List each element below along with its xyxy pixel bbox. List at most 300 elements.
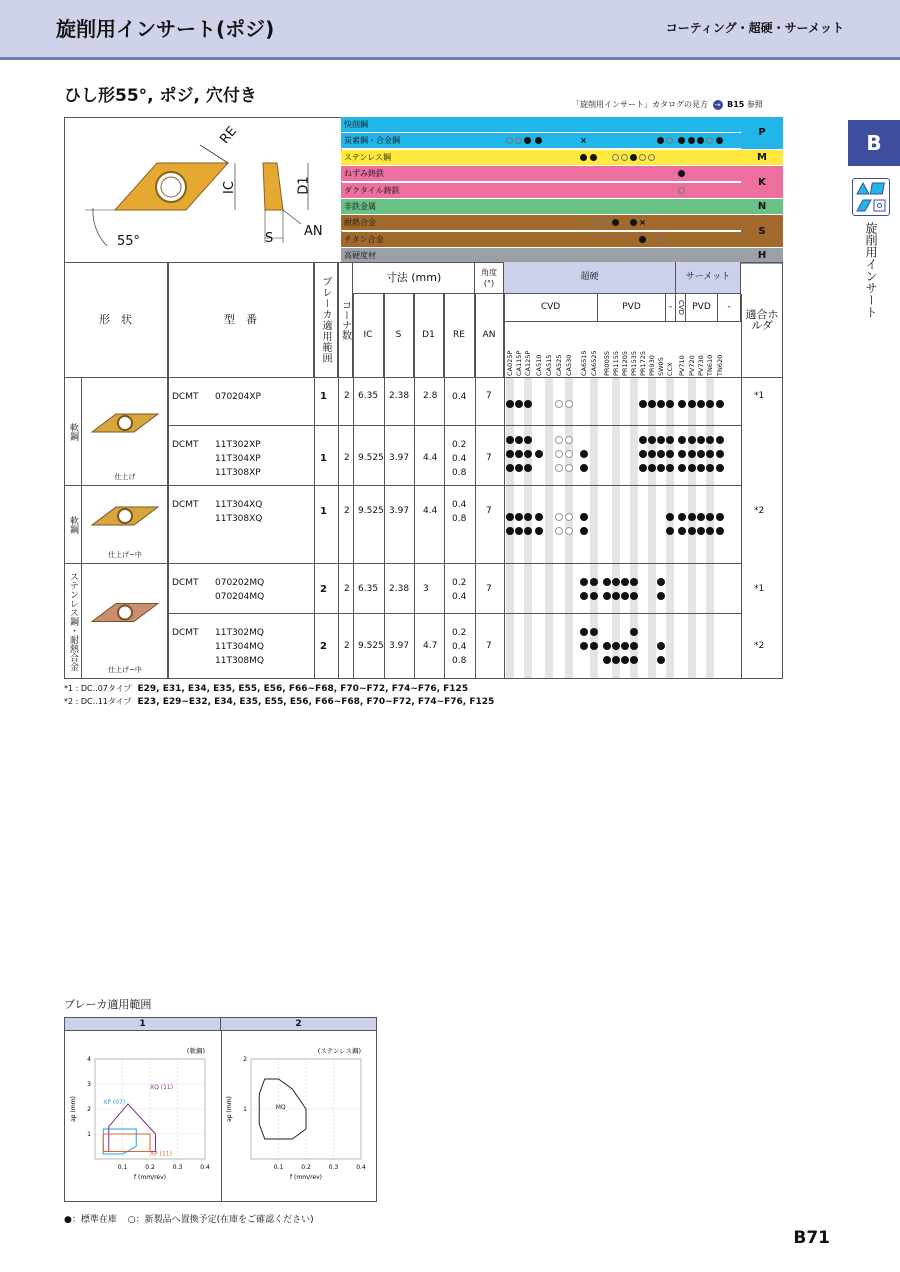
- footnote-2: [64, 696, 494, 707]
- material-row: ステンレス鋼: [341, 150, 741, 166]
- material-row: 高硬度材: [341, 248, 741, 264]
- standard-stock-dot: [590, 578, 598, 586]
- model-prefix: DCMT: [172, 628, 199, 638]
- grade-label: TN620: [716, 354, 724, 376]
- header-breaker: ブレーカ適用範囲: [314, 262, 338, 378]
- standard-stock-dot: [580, 592, 588, 600]
- usable-mark: [678, 187, 685, 194]
- model-prefix: DCMT: [172, 440, 199, 450]
- y-tick-label: 2: [243, 1056, 247, 1063]
- insert-photo: [82, 486, 168, 564]
- cell-re: 0.2: [452, 628, 467, 638]
- cell-corners: 2: [344, 506, 350, 516]
- standard-stock-dot: [639, 400, 647, 408]
- standard-stock-dot: [603, 578, 611, 586]
- model-code: 11T308MQ: [215, 656, 264, 666]
- footnote-1-text: E29, E31, E34, E35, E55, E56, F66~F68, F70~F72, F74~F76, F125: [137, 684, 469, 694]
- standard-stock-dot: [524, 464, 532, 472]
- cell-s: 3.97: [389, 506, 410, 516]
- cell-an: 7: [486, 641, 492, 651]
- model-code: 11T308XP: [215, 468, 261, 478]
- group-material-label: 軟鋼: [64, 378, 82, 486]
- model-code: 070202MQ: [215, 578, 265, 588]
- header-model: 型 番: [168, 262, 314, 378]
- standard-stock-dot: [716, 464, 724, 472]
- model-code: 070204MQ: [215, 592, 265, 602]
- cell-re: 0.4: [452, 392, 467, 402]
- cell-corners: 2: [344, 641, 350, 651]
- standard-stock-dot: [678, 527, 686, 535]
- cell-ic: 6.35: [358, 391, 379, 401]
- cell-s: 2.38: [389, 584, 410, 594]
- standard-stock-dot: [678, 400, 686, 408]
- series-outline: [103, 1134, 150, 1152]
- standard-stock-dot: [688, 464, 696, 472]
- model-code: 11T304XQ: [215, 500, 263, 510]
- standard-stock-dot: [666, 464, 674, 472]
- grade-label: PV710: [678, 355, 686, 376]
- iso-code-M: M: [741, 150, 783, 166]
- standard-stock-dot: [706, 527, 714, 535]
- group-material-label: 軟鋼: [64, 486, 82, 564]
- model-code: 11T304MQ: [215, 642, 264, 652]
- x-tick-label: 0.2: [301, 1164, 311, 1171]
- standard-stock-dot: [580, 642, 588, 650]
- series-outline: [103, 1129, 136, 1154]
- standard-stock-dot: [580, 464, 588, 472]
- y-tick-label: 4: [87, 1056, 91, 1063]
- footnote-2-label: *2 : DC..11タイプ: [64, 697, 132, 706]
- insert-photo: [82, 378, 168, 486]
- standard-stock-dot: [639, 450, 647, 458]
- model-prefix: DCMT: [172, 392, 199, 402]
- table-column-line: [504, 294, 505, 679]
- grade-label: CA025P: [506, 350, 514, 376]
- cell-breaker: 1: [320, 506, 327, 517]
- standard-stock-dot: [590, 592, 598, 600]
- standard-stock-dot: [506, 513, 514, 521]
- material-row: 耐熱合金: [341, 215, 741, 231]
- legend-new: ○：新製品へ置換予定(在庫をご確認ください): [127, 1215, 314, 1225]
- standard-stock-dot: [716, 513, 724, 521]
- catalog-ref-suffix: 参照: [746, 100, 763, 109]
- section-title: ひし形55°, ポジ, 穴付き: [64, 86, 257, 106]
- grade-label: CA515: [545, 354, 553, 376]
- model-prefix: DCMT: [172, 578, 199, 588]
- grade-label: PR1205: [621, 351, 629, 376]
- breaker-chart-2: [221, 1031, 375, 1201]
- standard-stock-dot: [524, 513, 532, 521]
- material-row: 非鉄金属: [341, 199, 741, 215]
- cell-corners: 2: [344, 391, 350, 401]
- grade-label: CA6525: [590, 350, 598, 376]
- standard-stock-dot: [706, 450, 714, 458]
- cell-d1: 4.4: [423, 506, 438, 516]
- label-ic: IC: [221, 181, 237, 194]
- standard-stock-dot: [612, 578, 620, 586]
- header-pvd-cermet: PVD: [686, 294, 718, 322]
- standard-stock-dot: [688, 400, 696, 408]
- cell-re: 0.4: [452, 454, 467, 464]
- header-dims: 寸法 (mm): [353, 262, 475, 294]
- cell-an: 7: [486, 391, 492, 401]
- grade-label: PR930: [648, 355, 656, 376]
- standard-stock-dot: [688, 450, 696, 458]
- replacement-planned-dot: [565, 400, 573, 408]
- standard-stock-dot: [590, 628, 598, 636]
- standard-stock-dot: [688, 527, 696, 535]
- label-d1: D1: [296, 176, 312, 195]
- replacement-planned-dot: [555, 513, 563, 521]
- x-axis-label: f (mm/rev): [134, 1174, 166, 1181]
- header-cvd: CVD: [504, 294, 598, 322]
- standard-stock-dot: [506, 527, 514, 535]
- standard-stock-dot: [535, 527, 543, 535]
- standard-stock-dot: [657, 450, 665, 458]
- replacement-planned-dot: [555, 436, 563, 444]
- standard-stock-dot: [603, 592, 611, 600]
- cell-re: 0.8: [452, 656, 467, 666]
- x-tick-label: 0.4: [356, 1164, 366, 1171]
- standard-stock-dot: [697, 527, 705, 535]
- standard-stock-dot: [678, 464, 686, 472]
- standard-stock-dot: [621, 656, 629, 664]
- footnote-1-label: *1 : DC..07タイプ: [64, 684, 132, 693]
- breaker-caption: 仕上げ~中: [108, 551, 142, 559]
- dim-header-an: AN: [475, 294, 504, 378]
- standard-stock-dot: [648, 436, 656, 444]
- standard-stock-dot: [678, 450, 686, 458]
- x-axis-label: f (mm/rev): [290, 1174, 322, 1181]
- cell-d1: 4.4: [423, 453, 438, 463]
- table-column-line: [353, 294, 354, 679]
- cell-breaker: 1: [320, 453, 327, 464]
- header-angle: 角度 (°): [475, 262, 504, 294]
- side-tab-label: 旋削用インサート: [864, 222, 878, 318]
- standard-stock-dot: [678, 436, 686, 444]
- standard-stock-dot: [657, 656, 665, 664]
- breaker-col-2: 2: [221, 1018, 376, 1031]
- standard-stock-dot: [697, 400, 705, 408]
- table-column-line: [444, 294, 445, 679]
- standard-stock-dot: [666, 400, 674, 408]
- suitable-mark: [639, 236, 646, 243]
- x-tick-label: 0.3: [172, 1164, 183, 1171]
- standard-stock-dot: [697, 436, 705, 444]
- standard-stock-dot: [657, 400, 665, 408]
- cell-breaker: 2: [320, 584, 327, 595]
- model-code: 070204XP: [215, 392, 261, 402]
- breaker-section-title: ブレーカ適用範囲: [64, 998, 152, 1011]
- y-tick-label: 1: [243, 1106, 247, 1113]
- y-axis-label: ap (mm): [70, 1096, 77, 1122]
- cell-breaker: 1: [320, 391, 327, 402]
- table-column-line: [741, 294, 742, 679]
- usable-mark: [639, 154, 646, 161]
- standard-stock-dot: [515, 450, 523, 458]
- grade-label: CA510: [535, 354, 543, 376]
- series-outline: [109, 1104, 156, 1152]
- standard-stock-dot: [716, 450, 724, 458]
- standard-stock-dot: [657, 578, 665, 586]
- model-prefix: DCMT: [172, 500, 199, 510]
- x-tick-label: 0.2: [145, 1164, 155, 1171]
- standard-stock-dot: [657, 464, 665, 472]
- series-label: MQ: [275, 1104, 286, 1111]
- replacement-planned-dot: [565, 527, 573, 535]
- cell-s: 3.97: [389, 453, 410, 463]
- standard-stock-dot: [657, 642, 665, 650]
- breaker-caption: 仕上げ: [114, 473, 136, 481]
- header-shape: 形 状: [64, 262, 168, 378]
- usable-mark: [648, 154, 655, 161]
- standard-stock-dot: [666, 527, 674, 535]
- usable-mark: [612, 154, 619, 161]
- grade-label: CA125P: [524, 350, 532, 376]
- table-column-line: [475, 294, 476, 679]
- header-cvd-cermet: CVD: [676, 294, 686, 322]
- cell-d1: 2.8: [423, 391, 438, 401]
- standard-stock-dot: [535, 513, 543, 521]
- standard-stock-dot: [515, 513, 523, 521]
- series-label: XP (11): [150, 1150, 172, 1158]
- header-pvd: PVD: [598, 294, 666, 322]
- standard-stock-dot: [657, 436, 665, 444]
- grade-label: PR005S: [603, 351, 611, 376]
- cell-s: 3.97: [389, 641, 410, 651]
- header-dash-cermet: -: [718, 294, 741, 322]
- page-title: 旋削用インサート(ポジ): [56, 17, 275, 41]
- standard-stock-dot: [630, 592, 638, 600]
- replacement-planned-dot: [565, 436, 573, 444]
- table-column-line: [384, 294, 385, 679]
- replacement-planned-dot: [555, 400, 563, 408]
- insert-shapes-icon: [852, 178, 890, 216]
- grade-label: PV730: [697, 355, 705, 376]
- standard-stock-dot: [716, 527, 724, 535]
- chart-material: (ステンレス鋼): [317, 1047, 361, 1055]
- header-cermet: サーメット: [676, 262, 741, 294]
- material-row: 快削鋼: [341, 117, 741, 133]
- series-label: XQ (11): [150, 1084, 174, 1091]
- cell-re: 0.8: [452, 468, 467, 478]
- standard-stock-dot: [697, 513, 705, 521]
- suitable-mark: [580, 154, 587, 161]
- replacement-planned-dot: [555, 464, 563, 472]
- standard-stock-dot: [706, 464, 714, 472]
- standard-stock-dot: [666, 513, 674, 521]
- standard-stock-dot: [524, 527, 532, 535]
- standard-stock-dot: [524, 400, 532, 408]
- cell-ic: 6.35: [358, 584, 379, 594]
- y-tick-label: 2: [87, 1106, 91, 1113]
- material-row: ねずみ鋳鉄: [341, 166, 741, 182]
- cell-corners: 2: [344, 453, 350, 463]
- label-angle: 55°: [117, 234, 141, 249]
- legend: [64, 1212, 314, 1225]
- table-column-line: [338, 262, 339, 679]
- table-column-line: [314, 262, 315, 679]
- y-axis-label: ap (mm): [226, 1096, 233, 1122]
- table-column-line: [168, 262, 169, 679]
- grade-label: CA530: [565, 354, 573, 376]
- standard-stock-dot: [506, 436, 514, 444]
- cell-holder: *2: [754, 506, 765, 516]
- grade-label: SW05: [657, 357, 665, 376]
- breaker-chart-1: [65, 1031, 219, 1201]
- standard-stock-dot: [697, 464, 705, 472]
- iso-code-N: N: [741, 199, 783, 215]
- standard-stock-dot: [603, 656, 611, 664]
- replacement-planned-dot: [555, 450, 563, 458]
- grade-label: CCX: [666, 362, 674, 376]
- legend-standard: ●：標準在庫: [64, 1215, 117, 1225]
- footnote-2-text: E23, E29~E32, E34, E35, E55, E56, F66~F68, F70~F72, F74~F76, F125: [137, 697, 495, 707]
- material-row: 炭素鋼・合金鋼: [341, 133, 741, 149]
- iso-code-H: H: [741, 248, 783, 264]
- model-code: 11T304XP: [215, 454, 261, 464]
- cell-re: 0.4: [452, 642, 467, 652]
- standard-stock-dot: [639, 436, 647, 444]
- iso-code-S: S: [741, 215, 783, 248]
- grade-label: PV720: [688, 355, 696, 376]
- replacement-planned-dot: [555, 527, 563, 535]
- usable-mark: [621, 154, 628, 161]
- y-tick-label: 1: [87, 1131, 91, 1138]
- not-recommended-mark: ×: [639, 218, 646, 228]
- chart-material: (軟鋼): [186, 1047, 205, 1055]
- standard-stock-dot: [621, 592, 629, 600]
- cell-re: 0.2: [452, 578, 467, 588]
- standard-stock-dot: [630, 642, 638, 650]
- grade-label: CA6515: [580, 350, 588, 376]
- grade-label: PR1155: [612, 351, 620, 376]
- header-corners: コーナ数: [338, 262, 353, 378]
- standard-stock-dot: [630, 656, 638, 664]
- dim-header-re: RE: [444, 294, 475, 378]
- label-re: RE: [217, 124, 240, 147]
- grade-label: TN610: [706, 354, 714, 376]
- standard-stock-dot: [524, 436, 532, 444]
- standard-stock-dot: [697, 450, 705, 458]
- dim-header-d1: D1: [414, 294, 444, 378]
- standard-stock-dot: [666, 436, 674, 444]
- table-row: [168, 564, 741, 614]
- cell-ic: 9.525: [358, 453, 384, 463]
- breaker-col-1: 1: [65, 1018, 221, 1031]
- replacement-planned-dot: [565, 513, 573, 521]
- breaker-caption: 仕上げ~中: [108, 666, 142, 674]
- grade-label: PR1725: [639, 351, 647, 376]
- cell-s: 2.38: [389, 391, 410, 401]
- cell-an: 7: [486, 453, 492, 463]
- standard-stock-dot: [515, 436, 523, 444]
- cell-re: 0.4: [452, 500, 467, 510]
- cell-an: 7: [486, 506, 492, 516]
- not-recommended-mark: ×: [580, 136, 587, 146]
- standard-stock-dot: [524, 450, 532, 458]
- standard-stock-dot: [580, 578, 588, 586]
- standard-stock-dot: [678, 513, 686, 521]
- standard-stock-dot: [630, 628, 638, 636]
- standard-stock-dot: [590, 642, 598, 650]
- x-tick-label: 0.3: [328, 1164, 339, 1171]
- cell-corners: 2: [344, 584, 350, 594]
- side-tab-letter[interactable]: B: [848, 120, 900, 166]
- replacement-planned-dot: [565, 464, 573, 472]
- standard-stock-dot: [580, 628, 588, 636]
- standard-stock-dot: [621, 578, 629, 586]
- cell-re: 0.4: [452, 592, 467, 602]
- standard-stock-dot: [688, 436, 696, 444]
- standard-stock-dot: [688, 513, 696, 521]
- standard-stock-dot: [716, 436, 724, 444]
- cell-holder: *1: [754, 391, 765, 401]
- standard-stock-dot: [515, 400, 523, 408]
- table-row: [168, 486, 741, 564]
- cell-re: 0.8: [452, 514, 467, 524]
- arrow-right-icon: →: [713, 100, 723, 110]
- label-s: S: [265, 231, 274, 246]
- dim-header-ic: IC: [353, 294, 384, 378]
- standard-stock-dot: [535, 450, 543, 458]
- catalog-ref-page: B15: [727, 100, 745, 109]
- y-tick-label: 3: [87, 1081, 91, 1088]
- standard-stock-dot: [716, 400, 724, 408]
- standard-stock-dot: [639, 464, 647, 472]
- model-code: 11T302MQ: [215, 628, 264, 638]
- cell-holder: *1: [754, 584, 765, 594]
- standard-stock-dot: [666, 450, 674, 458]
- cell-breaker: 2: [320, 641, 327, 652]
- standard-stock-dot: [612, 642, 620, 650]
- group-material-label: ステンレス鋼・耐熱合金: [64, 564, 82, 679]
- standard-stock-dot: [621, 642, 629, 650]
- standard-stock-dot: [706, 513, 714, 521]
- standard-stock-dot: [580, 450, 588, 458]
- usable-mark: [657, 236, 664, 243]
- insert-diagram-box: [64, 117, 342, 263]
- iso-code-K: K: [741, 166, 783, 199]
- model-code: 11T308XQ: [215, 514, 263, 524]
- standard-stock-dot: [648, 400, 656, 408]
- cell-ic: 9.525: [358, 641, 384, 651]
- model-code: 11T302XP: [215, 440, 261, 450]
- standard-stock-dot: [648, 464, 656, 472]
- cell-an: 7: [486, 584, 492, 594]
- suitable-mark: [630, 154, 637, 161]
- table-column-line: [414, 294, 415, 679]
- standard-stock-dot: [706, 436, 714, 444]
- standard-stock-dot: [506, 450, 514, 458]
- standard-stock-dot: [630, 578, 638, 586]
- x-tick-label: 0.1: [117, 1164, 128, 1171]
- standard-stock-dot: [612, 656, 620, 664]
- standard-stock-dot: [506, 464, 514, 472]
- standard-stock-dot: [648, 450, 656, 458]
- material-row: チタン合金: [341, 232, 741, 248]
- page-subtitle: コーティング・超硬・サーメット: [665, 21, 844, 35]
- catalog-reference: [572, 99, 763, 110]
- standard-stock-dot: [603, 642, 611, 650]
- standard-stock-dot: [506, 400, 514, 408]
- catalog-ref-prefix: 「旋削用インサート」カタログの見方: [572, 100, 708, 109]
- iso-code-P: P: [741, 117, 783, 150]
- cell-re: 0.2: [452, 440, 467, 450]
- dim-header-s: S: [384, 294, 414, 378]
- cell-ic: 9.525: [358, 506, 384, 516]
- label-an: AN: [304, 224, 323, 239]
